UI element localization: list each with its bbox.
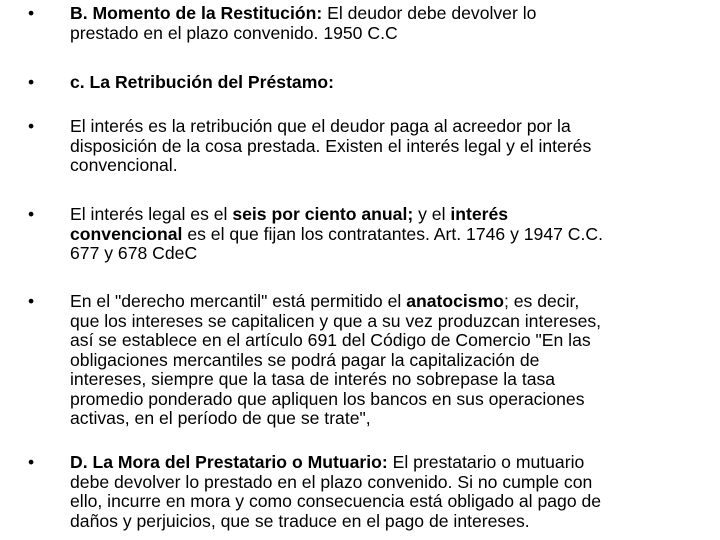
text-run: El interés es la retribución que el deudor paga al acreedor por la xyxy=(70,116,571,136)
bold-text-run: B. Momento de la Restitución: xyxy=(70,3,323,23)
text-run: obligaciones mercantiles se podrá pagar la capitalización de xyxy=(70,349,540,370)
text-run: que los intereses se capitalicen y que a su vez produzcan intereses, xyxy=(70,310,602,331)
text-run: y el xyxy=(413,204,451,224)
bullet-text xyxy=(70,205,702,264)
bullet-text xyxy=(70,73,702,93)
text-line xyxy=(70,473,702,493)
bullet-marker: • xyxy=(28,72,35,92)
text-line xyxy=(70,137,702,157)
bullet-marker: • xyxy=(28,452,35,472)
text-run: El prestatario o mutuario xyxy=(387,452,585,472)
text-line xyxy=(70,117,702,137)
bullet-marker: • xyxy=(28,204,35,224)
text-line xyxy=(70,390,702,410)
text-line xyxy=(70,73,702,93)
text-line xyxy=(70,492,702,512)
text-run: disposición de la cosa prestada. Existen el interés legal y el interés xyxy=(70,135,592,156)
text-run: El interés legal es el xyxy=(70,204,233,224)
text-run: 677 y 678 CdeC xyxy=(70,243,198,263)
text-line xyxy=(70,453,702,473)
text-run: El deudor debe devolver lo xyxy=(322,3,537,23)
bold-text-run: convencional xyxy=(70,223,183,244)
bullet-text xyxy=(70,117,702,176)
text-run: es el que fijan los contratantes. Art. 1746 y 1947 C.C. xyxy=(182,223,603,244)
text-run: ; es decir, xyxy=(503,291,580,311)
bold-text-run: seis por ciento anual; xyxy=(232,204,414,224)
bullet-marker: • xyxy=(28,116,35,136)
text-line xyxy=(70,24,702,44)
text-run: debe devolver lo prestado en el plazo convenido. Si no cumple con xyxy=(70,471,593,492)
text-run: En el "derecho mercantil" está permitido el xyxy=(70,291,407,311)
bullet-text xyxy=(70,453,702,531)
text-run: prestado en el plazo convenido. 1950 C.C xyxy=(70,22,398,43)
text-line xyxy=(70,292,702,312)
text-run: convencional. xyxy=(70,155,178,175)
bullet-text xyxy=(70,292,702,429)
bullet-text xyxy=(70,4,702,43)
text-line xyxy=(70,205,702,225)
text-line xyxy=(70,225,702,245)
text-line xyxy=(70,156,702,176)
text-line xyxy=(70,4,702,24)
text-line xyxy=(70,312,702,332)
text-run: activas, en el período de que se trate", xyxy=(70,408,371,428)
text-run: intereses, siempre que la tasa de interés no sobrepase la tasa xyxy=(70,369,556,389)
bold-text-run: anatocismo xyxy=(406,291,504,311)
text-line xyxy=(70,370,702,390)
text-line xyxy=(70,351,702,371)
bold-text-run: interés xyxy=(450,204,509,224)
text-line xyxy=(70,331,702,351)
text-run: ello, incurre en mora y como consecuencia está obligado al pago de xyxy=(70,491,602,511)
bold-text-run: c. La Retribución del Préstamo: xyxy=(70,72,334,92)
bold-text-run: D. La Mora del Prestatario o Mutuario: xyxy=(70,452,388,472)
text-line xyxy=(70,512,702,532)
bullet-marker: • xyxy=(28,291,35,311)
bullet-marker: • xyxy=(28,3,35,23)
text-run: daños y perjuicios, que se traduce en el pago de intereses. xyxy=(70,510,530,531)
text-line xyxy=(70,409,702,429)
text-line xyxy=(70,244,702,264)
text-run: así se establece en el artículo 691 del Código de Comercio "En las xyxy=(70,330,591,350)
text-run: promedio ponderado que apliquen los bancos en sus operaciones xyxy=(70,388,585,409)
